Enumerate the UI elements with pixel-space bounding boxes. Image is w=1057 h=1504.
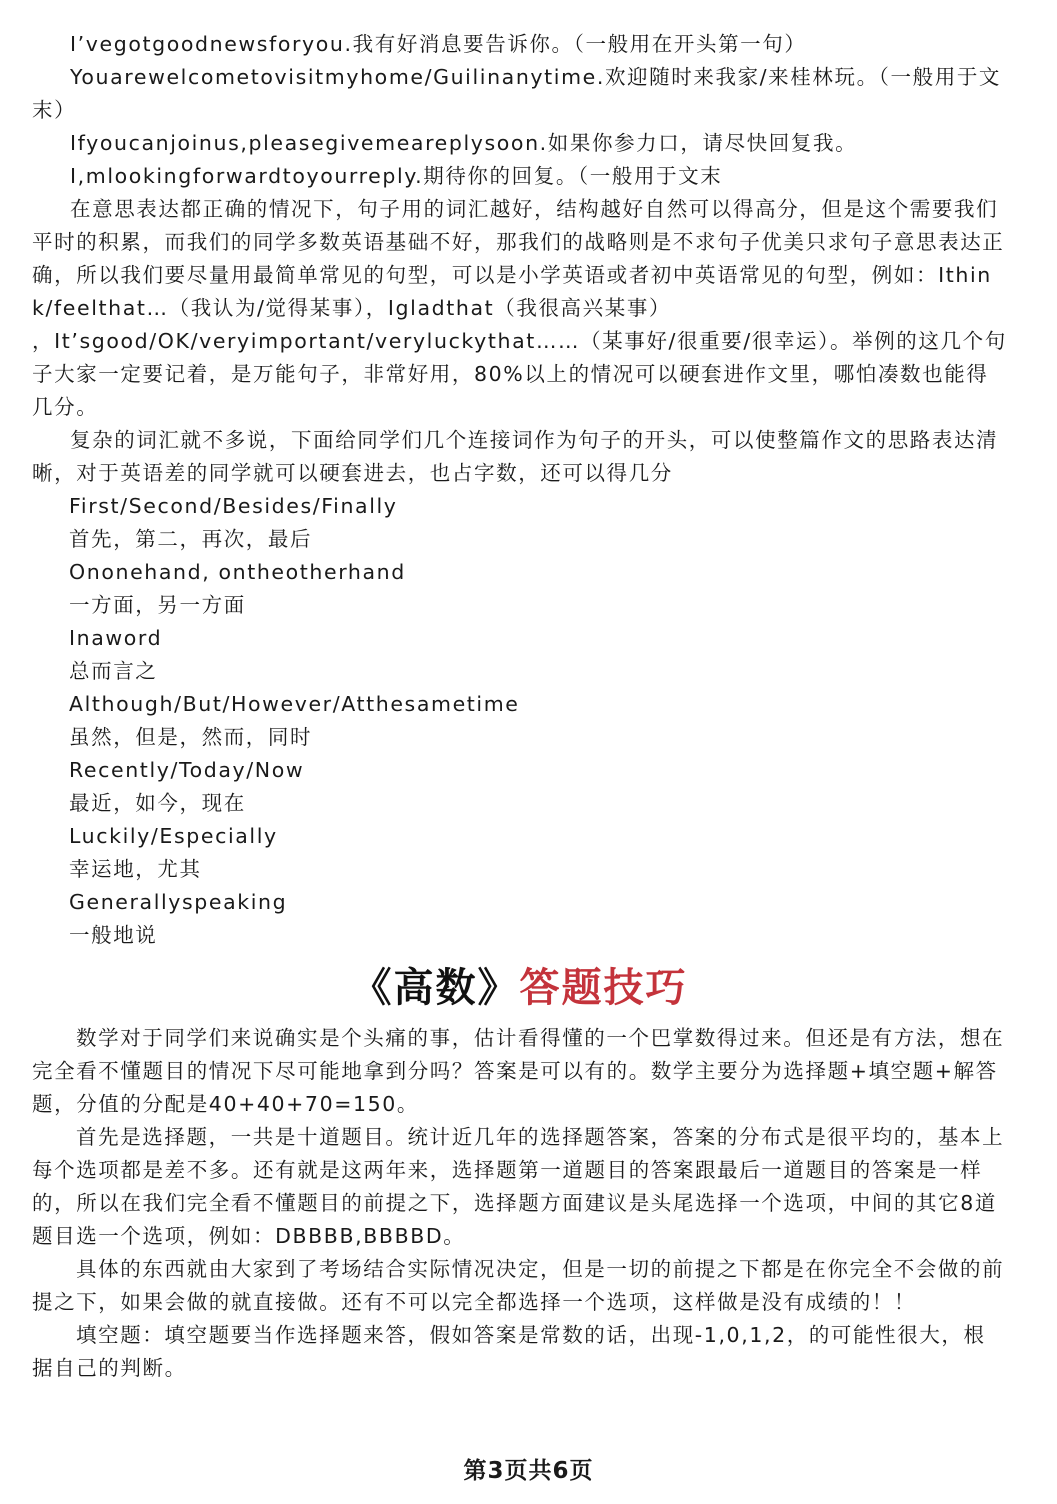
page-number: 第3页共6页 bbox=[463, 1458, 594, 1484]
title-subject: 《高数》 bbox=[351, 964, 520, 1011]
sentence-welcome: Youarewelcometovisitmyhome/Guilinanytime.欢迎随时来我家/来桂林玩。（一般用于文末） bbox=[32, 65, 1002, 122]
connector-en: Recently/Today/Now bbox=[69, 758, 305, 782]
connector-zh: 最近，如今，现在 bbox=[69, 791, 246, 815]
title-tips: 答题技巧 bbox=[519, 964, 688, 1011]
connector-zh: 虽然，但是，然而，同时 bbox=[69, 725, 313, 749]
sentence-join-us: Ifyoucanjoinus,pleasegivemeareplysoon.如果你参力口，请尽快回复我。 bbox=[70, 131, 858, 155]
paragraph-universal-sentences: ，It’sgood/OK/veryimportant/veryluckythat……（某事好/很重要/很幸运）。举例的这几个句子大家一定要记着，是万能句子，非常好用，80%以上的情况可以硬套进作文里，哪怕凑数也能得几分。 bbox=[32, 329, 1007, 419]
section-title bbox=[32, 960, 1007, 1016]
connector-en: Ononehand, ontheotherhand bbox=[69, 560, 406, 584]
sentence-good-news: I’vegotgoodnewsforyou.我有好消息要告诉你。（一般用在开头第一句） bbox=[70, 32, 807, 56]
connector-zh: 首先，第二，再次，最后 bbox=[69, 527, 313, 551]
paragraph-connectors-intro: 复杂的词汇就不多说，下面给同学们几个连接词作为句子的开头，可以使整篇作文的思路表达清晰，对于英语差的同学就可以硬套进去，也占字数，还可以得几分 bbox=[32, 428, 999, 485]
connector-zh: 一方面，另一方面 bbox=[69, 593, 246, 617]
connector-zh: 总而言之 bbox=[69, 659, 158, 683]
paragraph-math-intro: 数学对于同学们来说确实是个头痛的事，估计看得懂的一个巴掌数得过来。但还是有方法，想在完全看不懂题目的情况下尽可能地拿到分吗？答案是可以有的。数学主要分为选择题+填空题+解答题，分值的分配是40+40+70=150。 bbox=[32, 1026, 1005, 1116]
paragraph-fill-in-blank: 填空题：填空题要当作选择题来答，假如答案是常数的话，出现-1,0,1,2，的可能性很大，根据自己的判断。 bbox=[32, 1323, 986, 1380]
connector-en: Luckily/Especially bbox=[69, 824, 278, 848]
paragraph-multiple-choice: 首先是选择题，一共是十道题目。统计近几年的选择题答案，答案的分布式是很平均的，基本上每个选项都是差不多。还有就是这两年来，选择题第一道题目的答案跟最后一道题目的答案是一样的，所以在我们完全看不懂题目的前提之下，选择题方面建议是头尾选择一个选项，中间的其它8道题目选一个选项，例如：DBBBB,BBBBD。 bbox=[32, 1125, 1005, 1248]
connector-en: First/Second/Besides/Finally bbox=[69, 494, 398, 518]
paragraph-sentence-strategy: 在意思表达都正确的情况下，句子用的词汇越好，结构越好自然可以得高分，但是这个需要我们平时的积累，而我们的同学多数英语基础不好，那我们的战略则是不求句子优美只求句子意思表达正确，所以我们要尽量用最简单常见的句型，可以是小学英语或者初中英语常见的句型，例如：Ithink/feelthat…（我认为/觉得某事），Igladthat（我很高兴某事） bbox=[32, 197, 1005, 320]
connector-en: Although/But/However/Atthesametime bbox=[69, 692, 520, 716]
connector-en: Generallyspeaking bbox=[69, 890, 288, 914]
paragraph-exam-advice: 具体的东西就由大家到了考场结合实际情况决定，但是一切的前提之下都是在你完全不会做的前提之下，如果会做的就直接做。还有不可以完全都选择一个选项，这样做是没有成绩的！！ bbox=[32, 1257, 1005, 1314]
connector-zh: 一般地说 bbox=[69, 923, 158, 947]
connector-zh: 幸运地，尤其 bbox=[69, 857, 202, 881]
connector-list bbox=[32, 490, 1007, 952]
connector-en: Inaword bbox=[69, 626, 163, 650]
sentence-looking-forward: I,mlookingforwardtoyourreply.期待你的回复。（一般用于文末 bbox=[70, 164, 723, 188]
